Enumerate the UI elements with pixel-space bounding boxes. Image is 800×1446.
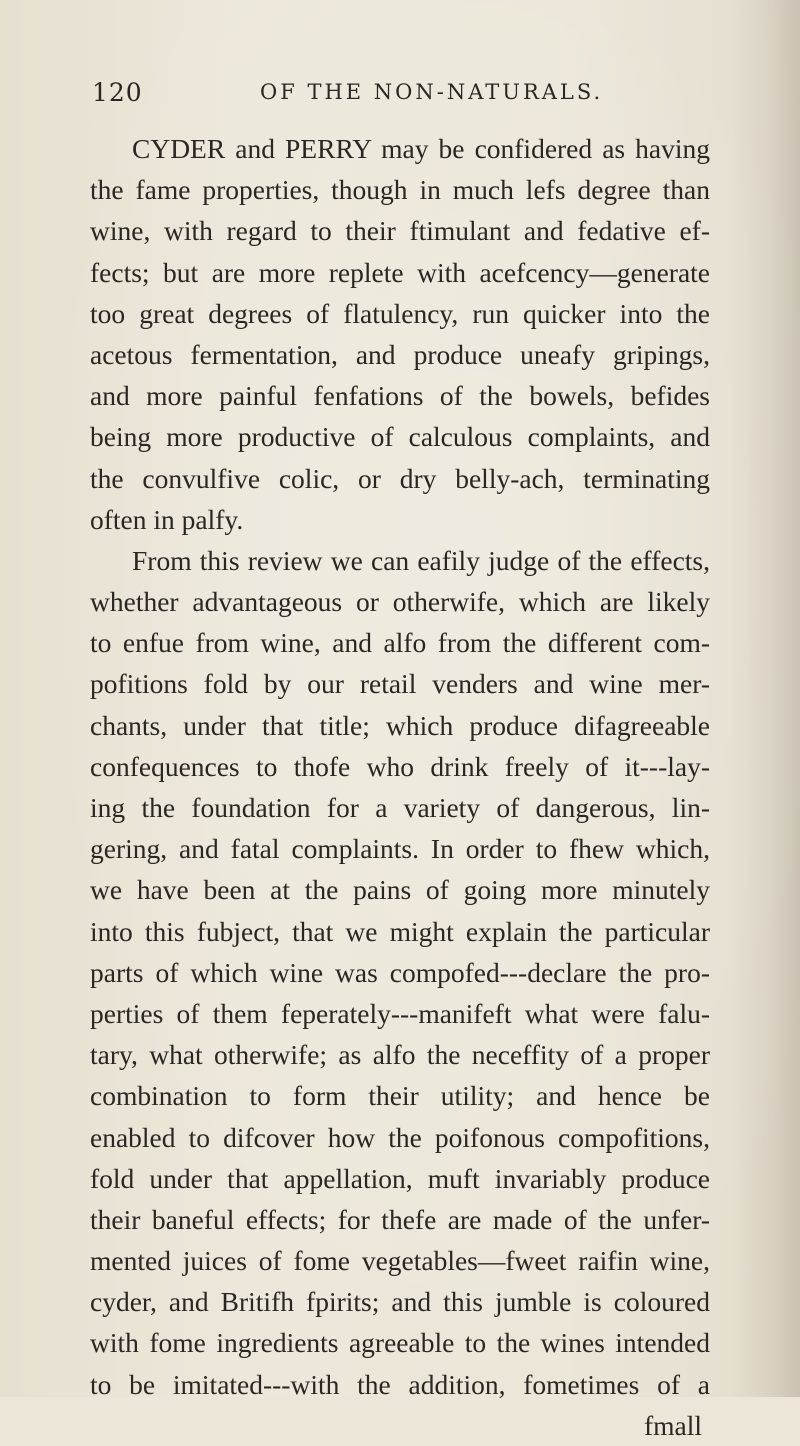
text-line: enabled to difcover how the poifonous compofitions, bbox=[90, 1121, 710, 1153]
text-line: pofitions fold by our retail venders and wine mer- bbox=[90, 668, 710, 700]
text-line: chants, under that title; which produce difagreeable bbox=[90, 709, 710, 741]
text-line: gering, and fatal complaints. In order to fhew which, bbox=[90, 833, 710, 865]
text-line: combination to form their utility; and hence be bbox=[90, 1080, 710, 1112]
catchword: fmall bbox=[643, 1409, 702, 1441]
text-line: with fome ingredients agreeable to the wines intended bbox=[90, 1327, 710, 1359]
text-line: and more painful fenfations of the bowels, befides bbox=[90, 380, 710, 412]
text-line: into this fubject, that we might explain the particular bbox=[90, 915, 710, 947]
page-number: 120 bbox=[92, 78, 143, 107]
running-head bbox=[92, 78, 692, 118]
text-line: their baneful effects; for thefe are made of the unfer- bbox=[90, 1203, 710, 1235]
text-line: tary, what otherwife; as alfo the neceffity of a proper bbox=[90, 1039, 710, 1071]
text-line: often in palfy. bbox=[90, 503, 244, 535]
page-gutter-shadow bbox=[730, 0, 800, 1397]
text-line: wine, with regard to their ftimulant and fedative ef- bbox=[90, 215, 710, 247]
text-line: being more productive of calculous complaints, and bbox=[90, 421, 710, 453]
text-line: whether advantageous or otherwife, which are likely bbox=[90, 586, 710, 618]
text-line: CYDER and PERRY may be confidered as having bbox=[132, 133, 710, 164]
text-line: parts of which wine was compofed---declare the pro- bbox=[90, 956, 710, 988]
text-line: ing the foundation for a variety of dangerous, lin- bbox=[90, 792, 710, 823]
body-text bbox=[90, 128, 710, 1446]
text-line: the fame properties, though in much lefs degree than bbox=[90, 174, 710, 206]
text-line: we have been at the pains of going more minutely bbox=[90, 874, 710, 906]
running-head-title: OF THE NON-NATURALS. bbox=[260, 80, 604, 104]
text-line: perties of them feperately---manifeft what were falu- bbox=[90, 997, 710, 1029]
text-line: acetous fermentation, and produce uneafy gripings, bbox=[90, 338, 710, 370]
text-line: too great degrees of flatulency, run quicker into the bbox=[90, 297, 710, 329]
text-line: fold under that appellation, muft invariably produce bbox=[90, 1162, 710, 1194]
text-line: fects; but are more replete with acefcency—generate bbox=[90, 256, 710, 288]
text-line: to be imitated---with the addition, fometimes of a bbox=[90, 1368, 710, 1400]
text-line: to enfue from wine, and alfo from the different com- bbox=[90, 627, 710, 659]
text-line: the convulfive colic, or dry belly-ach, terminating bbox=[90, 462, 710, 494]
text-line: mented juices of fome vegetables—fweet raifin wine, bbox=[90, 1245, 710, 1277]
text-line: cyder, and Britifh fpirits; and this jumble is coloured bbox=[90, 1286, 710, 1318]
text-line: From this review we can eafily judge of the effects, bbox=[132, 544, 710, 576]
text-line: confequences to thofe who drink freely of it---lay- bbox=[90, 750, 710, 782]
